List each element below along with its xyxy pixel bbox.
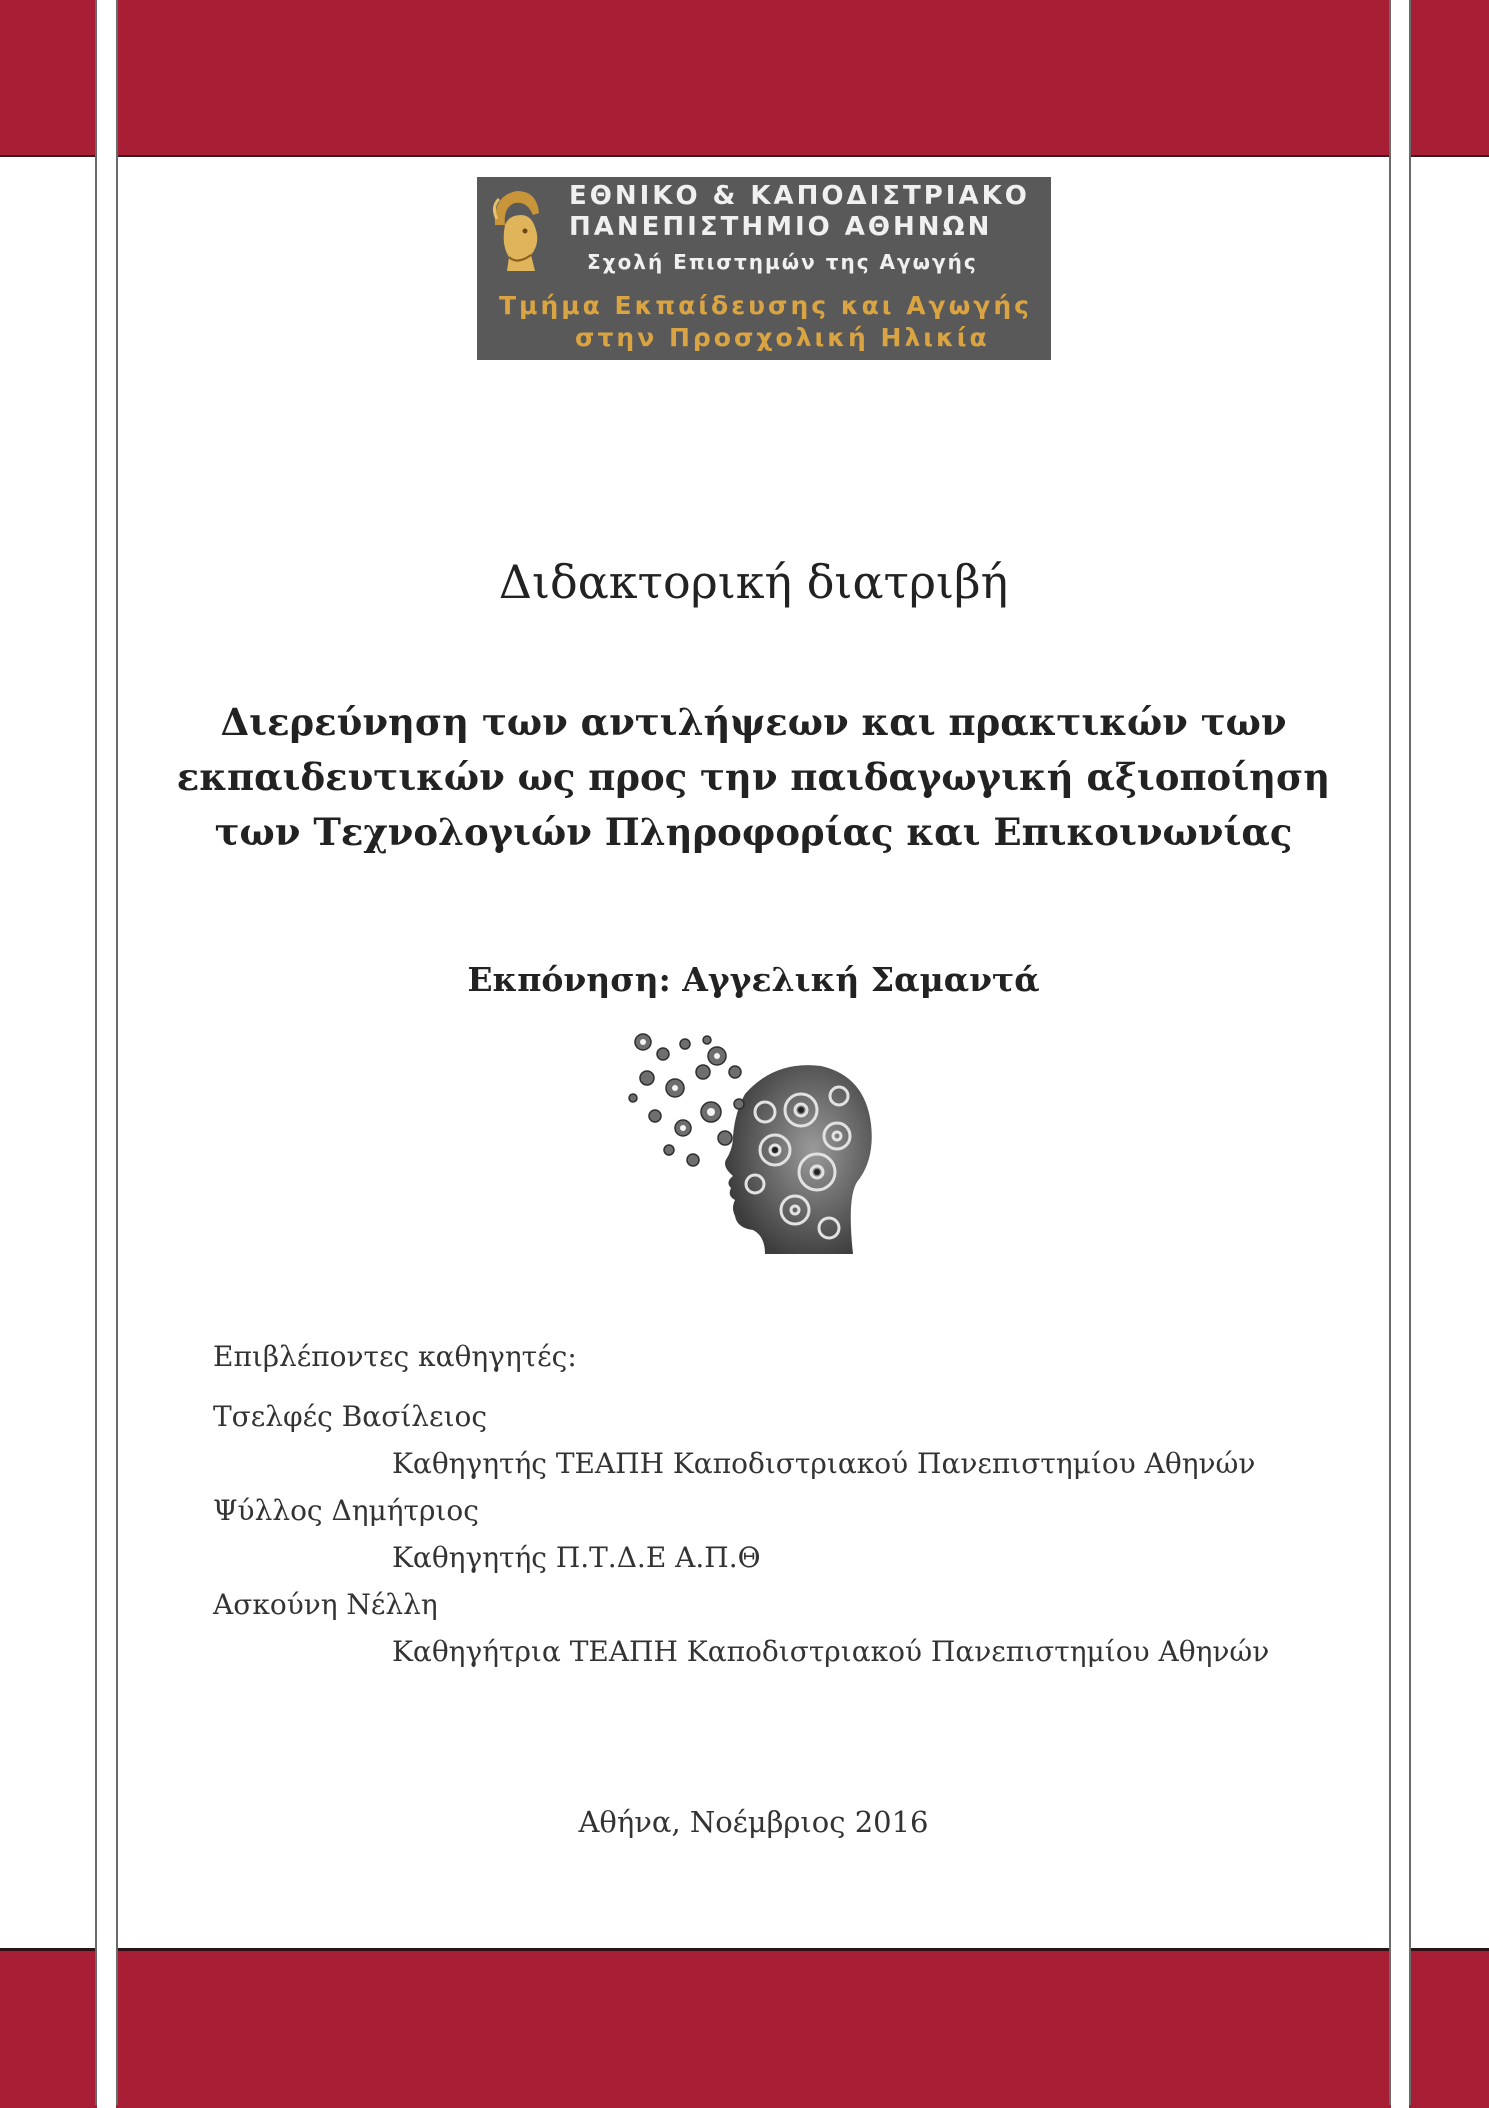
logo-line-5: στην Προσχολική Ηλικία: [575, 323, 990, 352]
logo-line-2: ΠΑΝΕΠΙΣΤΗΜΙΟ ΑΘΗΝΩΝ: [569, 212, 993, 242]
gear-head-icon: [625, 1032, 885, 1254]
left-rail: [95, 0, 118, 2105]
logo-line-3: Σχολή Επιστημών της Αγωγής: [587, 250, 978, 274]
bottom-band-right: [1409, 1948, 1489, 2108]
place-date: Αθήνα, Νοέμβριος 2016: [578, 1805, 929, 1839]
bottom-band-left: [0, 1948, 97, 2108]
supervisor-name: Ασκούνη Νέλλη: [213, 1588, 438, 1621]
supervisors-heading: Επιβλέποντες καθηγητές:: [213, 1340, 577, 1373]
right-rail: [1389, 0, 1411, 2105]
top-band-right: [1409, 0, 1489, 157]
top-band-center: [116, 0, 1391, 157]
bottom-band-center: [116, 1948, 1391, 2108]
top-band-left: [0, 0, 97, 157]
logo-line-4: Τμήμα Εκπαίδευσης και Αγωγής: [499, 291, 1032, 320]
supervisor-name: Ψύλλος Δημήτριος: [213, 1494, 479, 1527]
logo-line-1: ΕΘΝΙΚΟ & ΚΑΠΟΔΙΣΤΡΙΑΚΟ: [569, 181, 1030, 211]
supervisor-role: Καθηγητής Π.Τ.Δ.Ε Α.Π.Θ: [392, 1541, 761, 1574]
title-line: των Τεχνολογιών Πληροφορίας και Επικοινωνίας: [214, 810, 1293, 854]
supervisor-role: Καθηγήτρια ΤΕΑΠΗ Καποδιστριακού Πανεπιστημίου Αθηνών: [392, 1635, 1270, 1668]
supervisor-name: Τσελφές Βασίλειος: [213, 1400, 488, 1433]
university-logo: [477, 177, 1051, 360]
supervisor-role: Καθηγητής ΤΕΑΠΗ Καποδιστριακού Πανεπιστημίου Αθηνών: [392, 1447, 1256, 1480]
author-line: Εκπόνηση: Αγγελική Σαμαντά: [467, 960, 1040, 999]
document-type: Διδακτορική διατριβή: [498, 555, 1009, 609]
title-line: Διερεύνηση των αντιλήψεων και πρακτικών των: [220, 700, 1287, 744]
title-line: εκπαιδευτικών ως προς την παιδαγωγική αξιοποίηση: [176, 755, 1331, 799]
thesis-title: [118, 695, 1389, 860]
athena-head-icon: [487, 185, 545, 275]
